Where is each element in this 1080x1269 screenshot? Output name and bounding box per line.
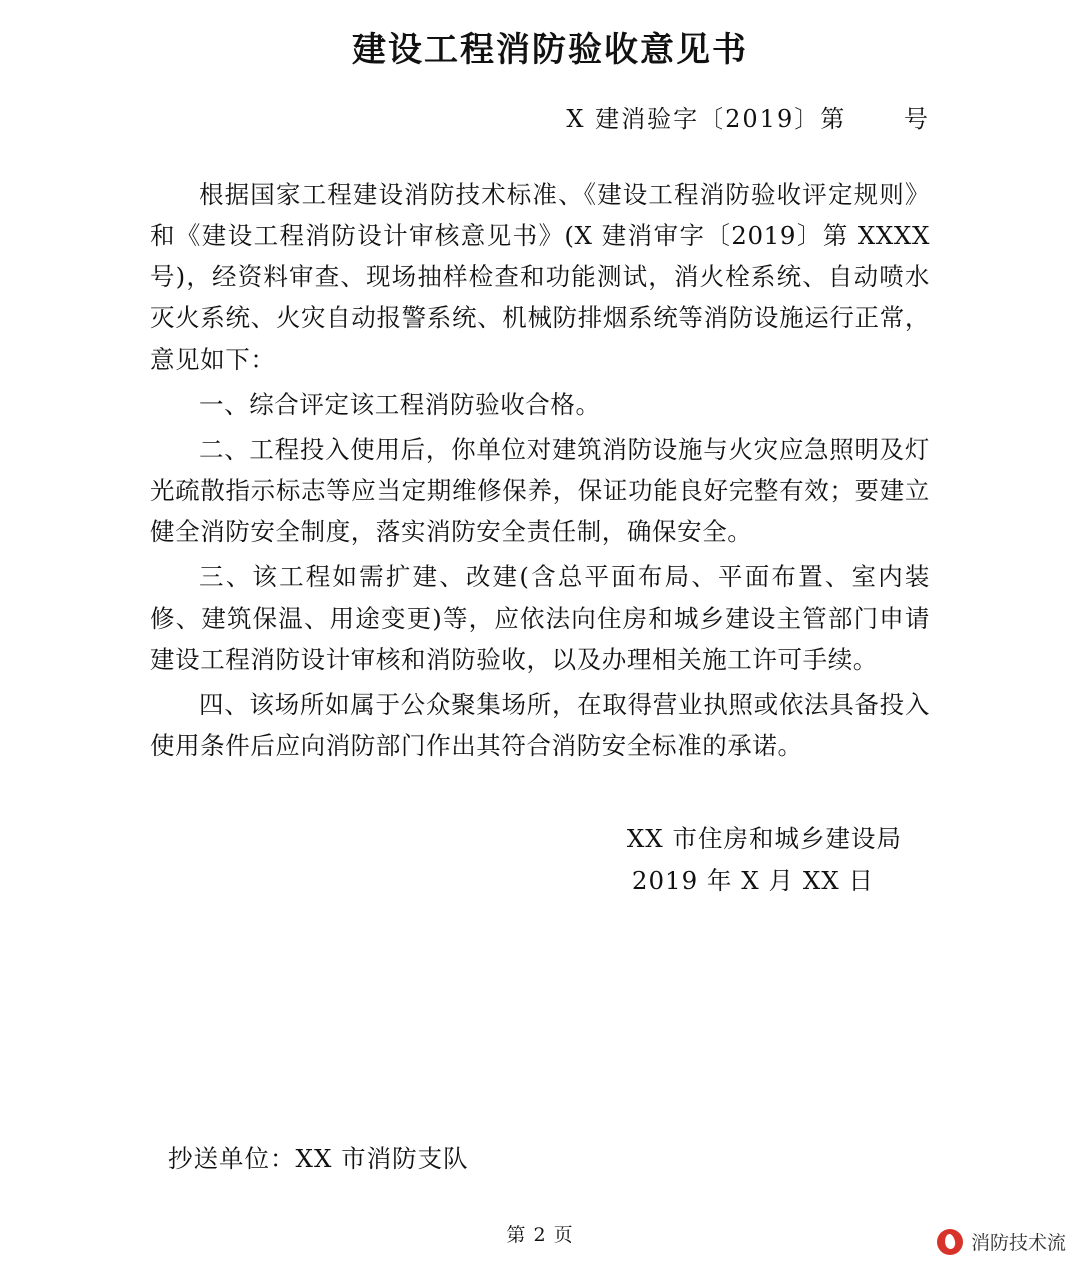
signature-date: 2019 年 X 月 XX 日: [631, 865, 874, 895]
watermark: [937, 1228, 1066, 1255]
paragraph-item-2: 二、工程投入使用后，你单位对建筑消防设施与火灾应急照明及灯光疏散指示标志等应当定期维修保养，保证功能良好完整有效；要建立健全消防安全制度，落实消防安全责任制，确保安全。: [150, 434, 930, 547]
cc-recipients: 抄送单位：XX 市消防支队: [168, 1144, 469, 1173]
page-number: 第 2 页: [506, 1224, 574, 1246]
document-page: [0, 22, 1080, 1269]
watermark-label: 消防技术流: [970, 1232, 1066, 1254]
document-body: [150, 174, 930, 766]
paragraph-item-4: 四、该场所如属于公众聚集场所，在取得营业执照或依法具备投入使用条件后应向消防部门作出其符合消防安全标准的承诺。: [150, 689, 930, 761]
flame-badge-icon: [937, 1229, 963, 1255]
paragraph-item-3: 三、该工程如需扩建、改建(含总平面布局、平面布置、室内装修、建筑保温、用途变更)等，应依法向住房和城乡建设主管部门申请建设工程消防设计审核和消防验收，以及办理相关施工许可手续。: [150, 562, 930, 674]
document-number: X 建消验字〔2019〕第 号: [566, 105, 930, 133]
paragraph-intro: 根据国家工程建设消防技术标准、《建设工程消防验收评定规则》和《建设工程消防设计审核意见书》(X 建消审字〔2019〕第 XXXX 号)，经资料审查、现场抽样检查和功能测试，消火栓系统、自动喷水灭火系统、火灾自动报警系统、机械防排烟系统等消防设施运行正常，意见如下：: [150, 180, 930, 374]
paragraph-item-1: 一、综合评定该工程消防验收合格。: [199, 389, 601, 419]
page-title: 建设工程消防验收意见书: [352, 30, 748, 70]
signature-block: [0, 818, 930, 901]
signature-issuer: XX 市住房和城乡建设局: [626, 824, 902, 854]
